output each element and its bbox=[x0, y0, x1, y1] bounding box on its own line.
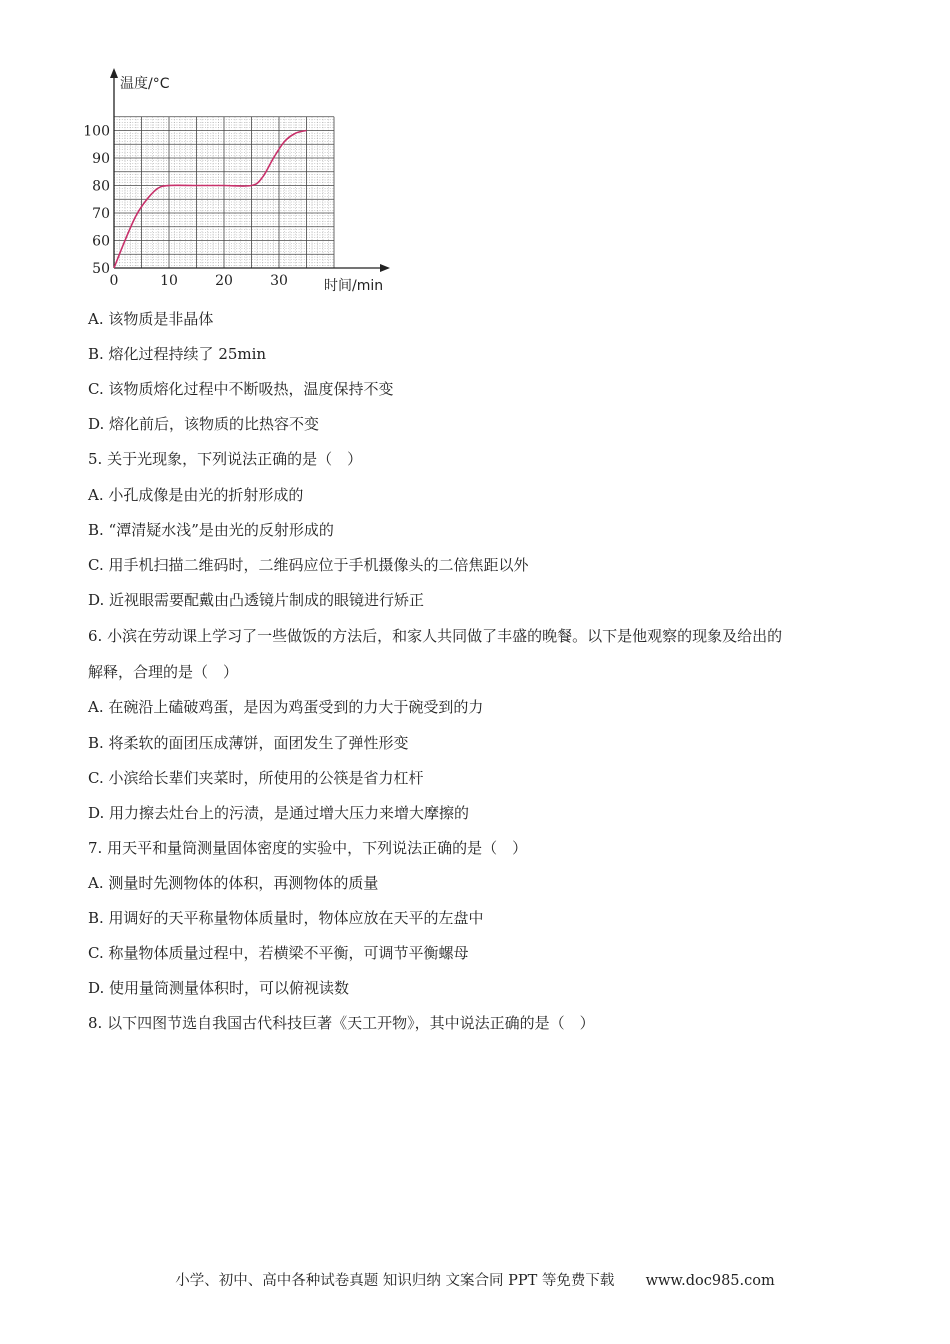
x-axis-label: 时间/min bbox=[324, 278, 384, 294]
q6-stem-line2: 解释，合理的是（ ） bbox=[88, 663, 239, 681]
y-tick-label: 70 bbox=[92, 206, 110, 222]
q7-stem: 7. 用天平和量筒测量固体密度的实验中，下列说法正确的是（ ） bbox=[88, 839, 528, 857]
page-footer bbox=[0, 1269, 950, 1290]
y-axis-arrow bbox=[110, 68, 118, 78]
q4-option-d: D. 熔化前后，该物质的比热容不变 bbox=[88, 415, 320, 433]
q7-option-d: D. 使用量筒测量体积时，可以俯视读数 bbox=[88, 979, 350, 997]
x-tick-label: 30 bbox=[270, 273, 288, 289]
q5-option-b: B. “潭清疑水浅”是由光的反射形成的 bbox=[88, 521, 334, 539]
q7-option-b: B. 用调好的天平称量物体质量时，物体应放在天平的左盘中 bbox=[88, 909, 484, 927]
q6-option-a: A. 在碗沿上磕破鸡蛋，是因为鸡蛋受到的力大于碗受到的力 bbox=[88, 698, 484, 716]
chart-grid bbox=[114, 117, 334, 268]
q8-stem: 8. 以下四图节选自我国古代科技巨著《天工开物》，其中说法正确的是（ ） bbox=[88, 1014, 595, 1032]
q7-option-c: C. 称量物体质量过程中，若横梁不平衡，可调节平衡螺母 bbox=[88, 944, 469, 962]
q4-option-b: B. 熔化过程持续了 25min bbox=[88, 345, 267, 363]
chart-axes bbox=[110, 68, 390, 272]
footer-text: 小学、初中、高中各种试卷真题 知识归纳 文案合同 PPT 等免费下载 bbox=[175, 1273, 615, 1289]
x-axis-arrow bbox=[380, 264, 390, 272]
temperature-time-chart bbox=[80, 68, 400, 298]
y-axis-label: 温度/°C bbox=[120, 76, 170, 92]
q4-option-a: A. 该物质是非晶体 bbox=[88, 310, 214, 328]
x-tick-label: 0 bbox=[109, 273, 119, 289]
q5-option-c: C. 用手机扫描二维码时，二维码应位于手机摄像头的二倍焦距以外 bbox=[88, 556, 529, 574]
q6-stem-line1: 6. 小滨在劳动课上学习了一些做饭的方法后，和家人共同做了丰盛的晚餐。以下是他观察的现象及给出的 bbox=[88, 627, 783, 645]
q5-stem: 5. 关于光现象，下列说法正确的是（ ） bbox=[88, 450, 363, 468]
q5-option-a: A. 小孔成像是由光的折射形成的 bbox=[88, 486, 304, 504]
y-tick-label: 90 bbox=[92, 151, 110, 167]
q6-option-b: B. 将柔软的面团压成薄饼，面团发生了弹性形变 bbox=[88, 734, 409, 752]
q6-option-c: C. 小滨给长辈们夹菜时，所使用的公筷是省力杠杆 bbox=[88, 769, 424, 787]
y-tick-label: 60 bbox=[92, 233, 110, 250]
q5-option-d: D. 近视眼需要配戴由凸透镜片制成的眼镜进行矫正 bbox=[88, 591, 425, 609]
y-tick-label: 80 bbox=[92, 178, 110, 195]
q6-option-d: D. 用力擦去灶台上的污渍，是通过增大压力来增大摩擦的 bbox=[88, 804, 470, 822]
x-tick-label: 10 bbox=[160, 273, 178, 289]
q4-option-c: C. 该物质熔化过程中不断吸热，温度保持不变 bbox=[88, 380, 394, 398]
y-tick-label: 50 bbox=[92, 261, 110, 277]
y-tick-label: 100 bbox=[83, 123, 110, 140]
x-tick-label: 20 bbox=[215, 273, 233, 289]
q7-option-a: A. 测量时先测物体的体积，再测物体的质量 bbox=[88, 874, 379, 892]
footer-website-link[interactable]: www.doc985.com bbox=[645, 1273, 775, 1289]
